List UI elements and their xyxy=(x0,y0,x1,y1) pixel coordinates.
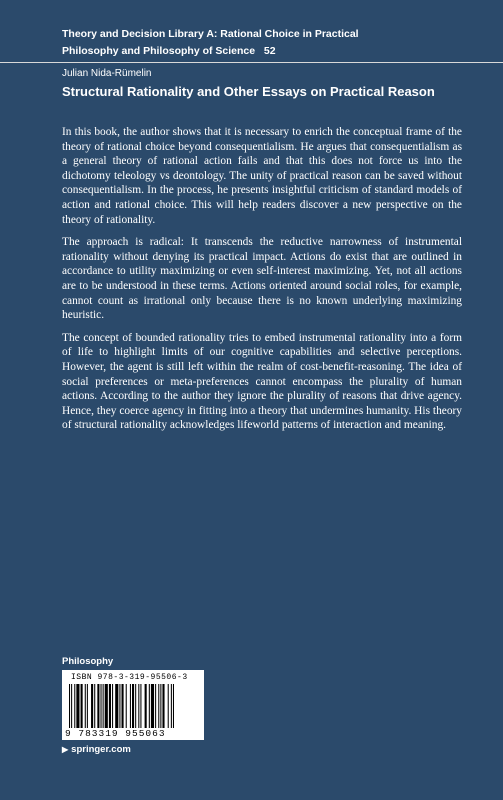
barcode-digits: 9 783319 955063 xyxy=(65,728,166,739)
series-name: Philosophy and Philosophy of Science xyxy=(62,45,256,57)
series-volume: 52 xyxy=(263,45,276,57)
blurb xyxy=(62,125,462,441)
barcode-image xyxy=(67,684,201,728)
series-line-2 xyxy=(62,43,482,60)
publisher-link[interactable] xyxy=(62,744,131,755)
barcode-box xyxy=(62,670,204,740)
isbn-text: ISBN 978-3-319-95506-3 xyxy=(71,673,188,682)
blurb-paragraph-1: In this book, the author shows that it is necessary to enrich the conceptual frame of the theory of rational choice beyond consequentialism. He argues that consequentialism as a general theory of rational action fails and that this does not force us into the dichotomy teleology vs deontology. The unity of practical reason can be saved without consequentialism. In the process, he presents insightful criticism of standard models of action and rational choice. This will help readers discover a new perspective on the theory of rationality. xyxy=(62,126,462,226)
author-name: Julian Nida-Rümelin xyxy=(62,68,152,79)
blurb-paragraph-3: The concept of bounded rationality tries to embed instrumental rationality into a form of life to highlight limits of our cognitive capabilities and selective perceptions. However, the agent is still left within the realm of cost-benefit-reasoning. The idea of social preferences or meta-preferences cannot encompass the plurality of human actions. According to the author they ignore the plurality of reasons that drive agency. Hence, they coerce agency in fitting into a theory that undermines humanity. His theory of structural rationality acknowledges lifeworld patterns of interaction and meaning. xyxy=(62,331,462,432)
publisher-label: springer.com xyxy=(71,744,131,755)
arrow-right-icon: ▶ xyxy=(62,745,69,754)
subject-label: Philosophy xyxy=(62,656,114,667)
series-title xyxy=(62,26,482,60)
series-line-1: Theory and Decision Library A: Rational Choice in Practical xyxy=(62,28,359,40)
blurb-paragraph-2: The approach is radical: It transcends the reductive narrowness of instrumental rationality without denying its practical impact. Actions do exist that are outlined in accordance to utility maximizing or even self-interest maximizing. Yet, not all actions are to be understood in these terms. Actions oriented around social roles, for example, cannot count as irrational only because there is no known underlying maximizing heuristic. xyxy=(62,236,462,322)
book-title: Structural Rationality and Other Essays on Practical Reason xyxy=(62,84,435,99)
